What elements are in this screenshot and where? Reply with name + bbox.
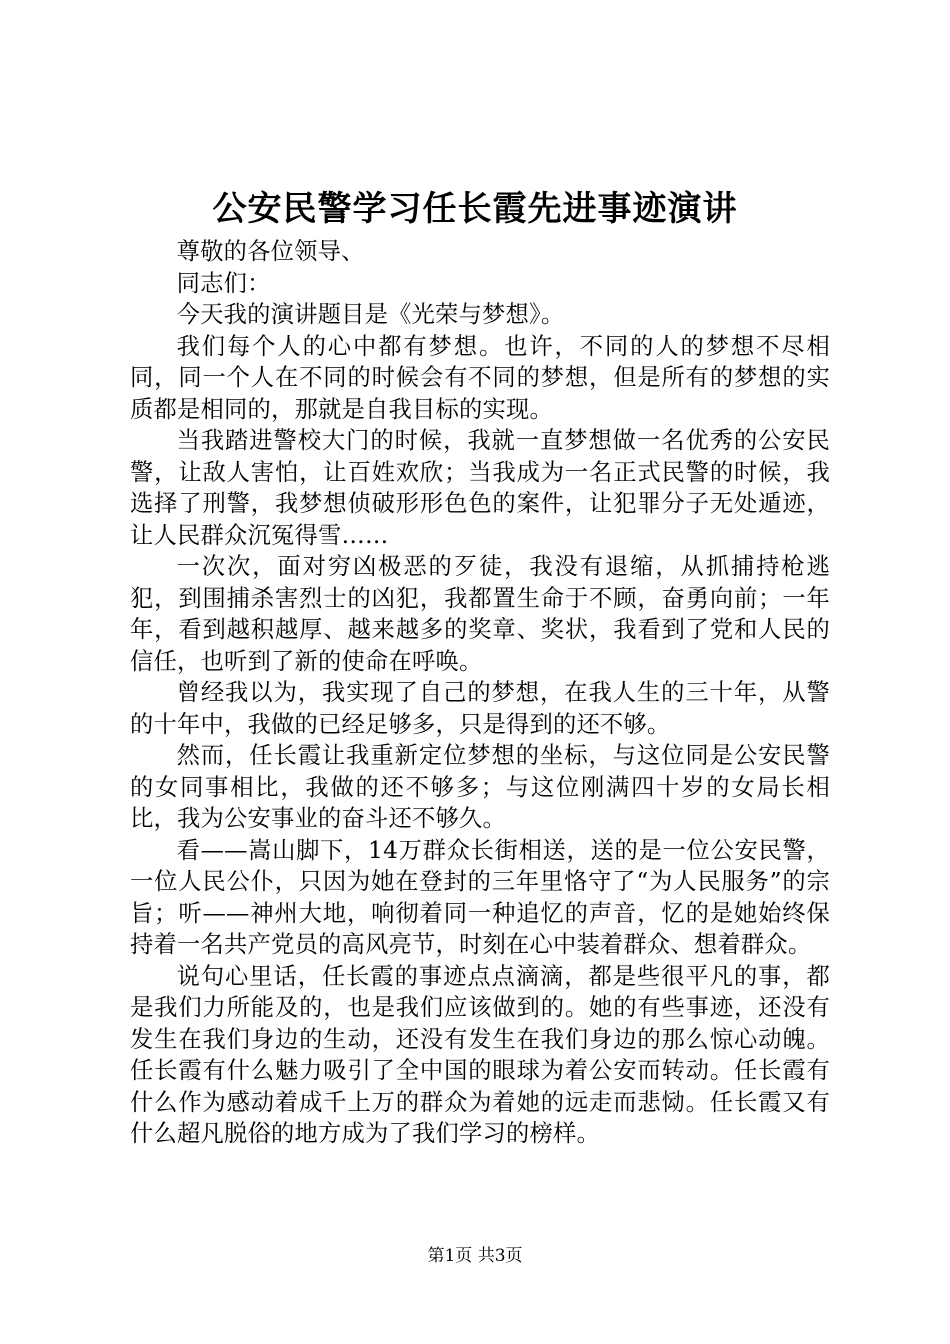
paragraph: 我们每个人的心中都有梦想。也许，不同的人的梦想不尽相同，同一个人在不同的时候会有不同的梦想，但是所有的梦想的实质都是相同的，那就是自我目标的实现。 xyxy=(130,332,830,423)
document-body xyxy=(130,236,830,1150)
paragraph: 一次次，面对穷凶极恶的歹徒，我没有退缩，从抓捕持枪逃犯，到围捕杀害烈士的凶犯，我都置生命于不顾，奋勇向前；一年年，看到越积越厚、越来越多的奖章、奖状，我看到了党和人民的信任，也听到了新的使命在呼唤。 xyxy=(130,553,830,675)
paragraph: 说句心里话，任长霞的事迹点点滴滴，都是些很平凡的事，都是我们力所能及的，也是我们应该做到的。她的有些事迹，还没有发生在我们身边的生动，还没有发生在我们身边的那么惊心动魄。任长霞有什么魅力吸引了全中国的眼球为着公安而转动。任长霞有什么作为感动着成千上万的群众为着她的远走而悲恸。任长霞又有什么超凡脱俗的地方成为了我们学习的榜样。 xyxy=(130,962,830,1147)
document-title: 公安民警学习任长霞先进事迹演讲 xyxy=(212,189,738,229)
page-footer: 第1页 共3页 xyxy=(427,1246,523,1266)
paragraph: 看——嵩山脚下，14万群众长街相送，送的是一位公安民警，一位人民公仆，只因为她在登封的三年里恪守了“为人民服务”的宗旨；听——神州大地，响彻着同一种追忆的声音，忆的是她始终保持着一名共产党员的高风亮节，时刻在心中装着群众、想着群众。 xyxy=(130,836,830,958)
paragraph: 曾经我以为，我实现了自己的梦想，在我人生的三十年，从警的十年中，我做的已经足够多，只是得到的还不够。 xyxy=(130,679,830,738)
paragraph: 当我踏进警校大门的时候，我就一直梦想做一名优秀的公安民警，让敌人害怕，让百姓欢欣；当我成为一名正式民警的时候，我选择了刑警，我梦想侦破形形色色的案件，让犯罪分子无处遁迹，让人民群众沉冤得雪…… xyxy=(130,427,830,549)
paragraph-salutation-1: 尊敬的各位领导、 xyxy=(176,238,365,265)
paragraph: 然而，任长霞让我重新定位梦想的坐标，与这位同是公安民警的女同事相比，我做的还不够多；与这位刚满四十岁的女局长相比，我为公安事业的奋斗还不够久。 xyxy=(130,742,830,832)
paragraph-topic: 今天我的演讲题目是《光荣与梦想》。 xyxy=(176,301,565,328)
paragraph-salutation-2: 同志们： xyxy=(176,269,271,297)
